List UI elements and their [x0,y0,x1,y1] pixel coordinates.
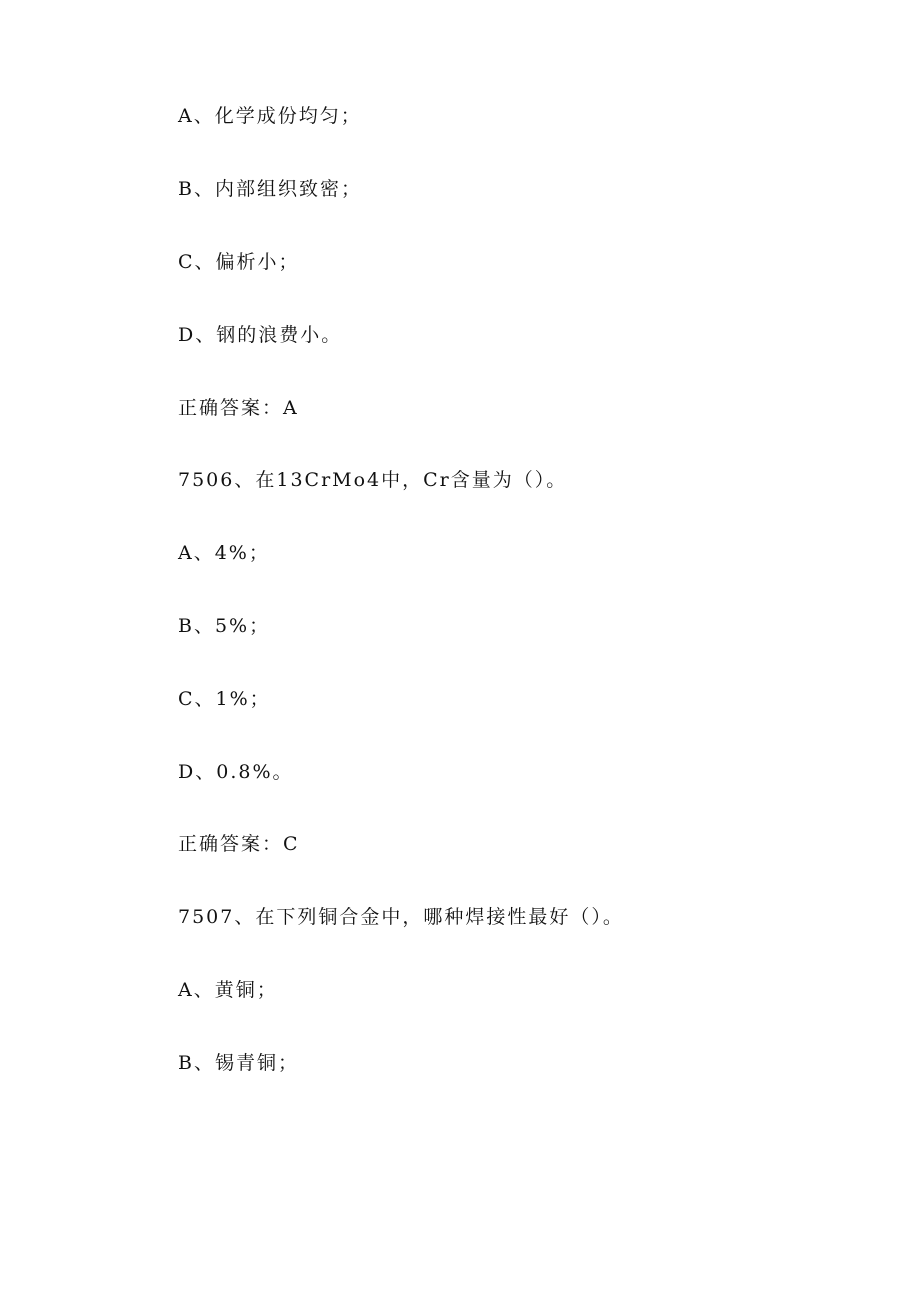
option-c: C、1%； [178,688,271,710]
option-a: A、化学成份均匀； [178,105,362,127]
option-a: A、黄铜； [178,979,278,1001]
option-c: C、偏析小； [178,251,300,273]
question-7507: 7507、在下列铜合金中，哪种焊接性最好（）。 [178,906,624,928]
question-7506: 7506、在13CrMo4中，Cr含量为（）。 [178,469,568,491]
option-b: B、锡青铜； [178,1052,299,1074]
option-b: B、5%； [178,615,271,637]
answer-line: 正确答案：A [178,397,299,419]
option-d: D、钢的浪费小。 [178,324,343,346]
option-d: D、0.8%。 [178,761,294,783]
answer-line: 正确答案：C [178,833,300,855]
option-a: A、4%； [178,542,270,564]
option-b: B、内部组织致密； [178,178,362,200]
